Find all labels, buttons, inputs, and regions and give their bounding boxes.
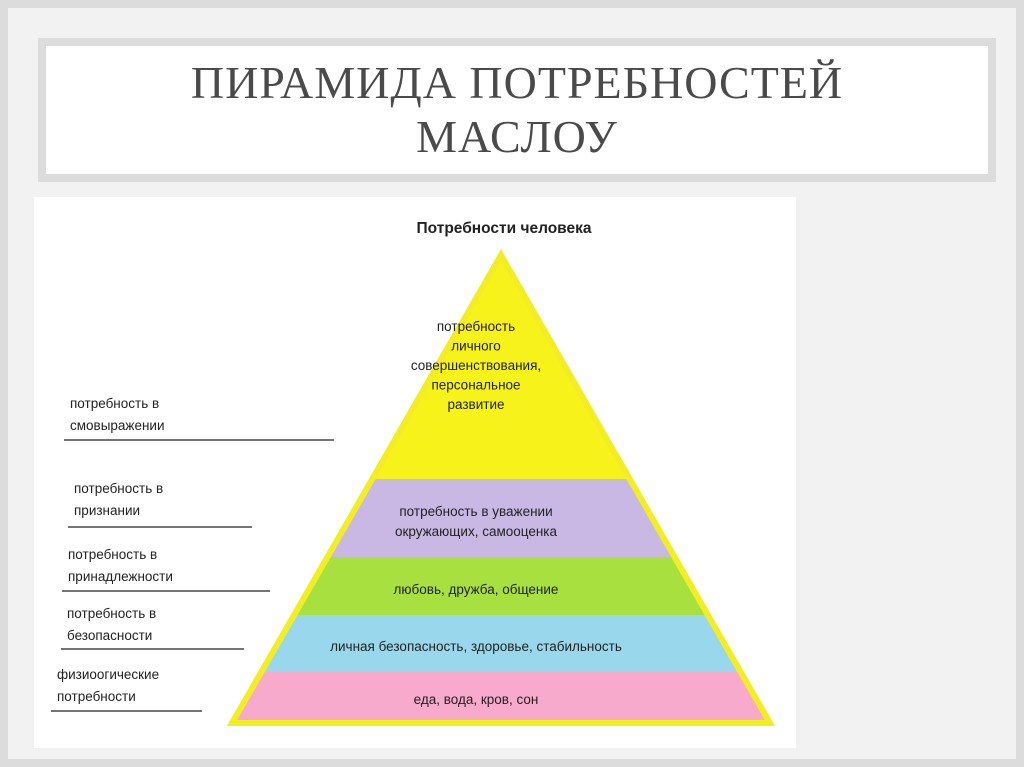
diagram-heading: Потребности человека <box>416 220 592 237</box>
pyramid-figure <box>34 197 796 748</box>
pyramid-tier-5-text: еда, вода, кров, сон <box>413 692 539 707</box>
pyramid-tier-1-text: развитие <box>447 397 505 412</box>
title-bar <box>38 38 996 182</box>
side-label-3-text: потребность в <box>68 547 158 562</box>
slide <box>8 8 1016 759</box>
side-label-2-text: потребность в <box>74 481 164 496</box>
pyramid-tier-1-text: личного <box>451 338 501 354</box>
pyramid-tier-4-text: личная безопасность, здоровье, стабильность <box>330 639 622 654</box>
side-label-2-text: признании <box>74 503 141 518</box>
maslow-pyramid-diagram <box>34 197 796 748</box>
pyramid-tier-1-text: персональное <box>431 377 521 393</box>
side-label-5-text: физиоогические <box>57 667 160 682</box>
pyramid-tier-2-text: окружающих, самооценка <box>394 524 558 539</box>
pyramid-tier-1-text: совершенствования, <box>410 358 542 373</box>
slide-title: ПИРАМИДА ПОТРЕБНОСТЕЙ МАСЛОУ <box>190 57 844 162</box>
side-label-5-text: потребности <box>57 689 136 704</box>
pyramid-tier-1-text: потребность <box>436 319 516 334</box>
side-label-1-text: смовыражении <box>70 418 165 433</box>
side-label-4-text: потребность в <box>67 606 157 621</box>
side-label-1-text: потребность в <box>70 396 160 411</box>
pyramid-tier-3-text: любовь, дружба, общение <box>393 582 559 597</box>
side-label-4-text: безопасности <box>67 628 153 643</box>
side-label-3-text: принадлежности <box>68 569 173 584</box>
pyramid-tier-2-text: потребность в уважении <box>399 504 553 519</box>
title-box <box>46 46 988 174</box>
